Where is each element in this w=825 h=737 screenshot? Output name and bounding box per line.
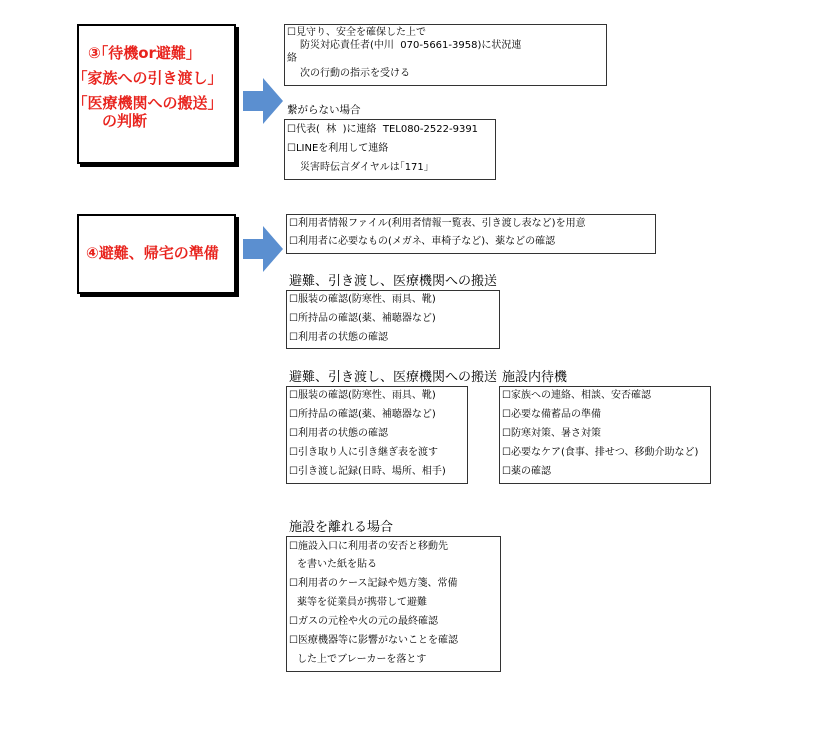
section4-box1-line1: ☐利用者情報ファイル(利用者情報一覧表、引き渡し表など)を用意 xyxy=(289,218,586,229)
group1-item1: ☐服装の確認(防寒性、雨具、靴) xyxy=(289,294,436,305)
group3-item3: ☐防寒対策、暑さ対策 xyxy=(502,428,601,439)
section3-box1-line4: 次の行動の指示を受ける xyxy=(300,68,410,79)
section3-box2-line2: ☐LINEを利用して連絡 xyxy=(287,143,389,154)
section3-title-line4: の判断 xyxy=(102,112,148,130)
group4-item2: を書いた紙を貼る xyxy=(297,559,377,570)
group3-heading: 施設内待機 xyxy=(502,370,568,385)
group2-item1: ☐服装の確認(防寒性、雨具、靴) xyxy=(289,390,436,401)
section3-box1-line2: 防災対応責任者(中川 070-5661-3958)に状況連 xyxy=(300,40,522,51)
group3-item1: ☐家族への連絡、相談、安否確認 xyxy=(502,390,651,401)
group2-item5: ☐引き渡し記録(日時、場所、相手) xyxy=(289,466,446,477)
group4-heading: 施設を離れる場合 xyxy=(289,520,394,535)
group3-item2: ☐必要な備蓄品の準備 xyxy=(502,409,601,420)
group4-item5: ☐ガスの元栓や火の元の最終確認 xyxy=(289,616,438,627)
section4-box1-line2: ☐利用者に必要なもの(メガネ、車椅子など)、薬などの確認 xyxy=(289,236,556,247)
section3-box1-line3: 絡 xyxy=(287,53,297,64)
group2-item3: ☐利用者の状態の確認 xyxy=(289,428,388,439)
group4-item4: 薬等を従業員が携帯して避難 xyxy=(297,597,427,608)
group2-item2: ☐所持品の確認(薬、補聴器など) xyxy=(289,409,436,420)
section3-box2-line3: 災害時伝言ダイヤルは｢171｣ xyxy=(300,162,429,173)
group4-item7: した上でブレーカーを落とす xyxy=(297,654,427,665)
group2-item4: ☐引き取り人に引き継ぎ表を渡す xyxy=(289,447,438,458)
group1-item2: ☐所持品の確認(薬、補聴器など) xyxy=(289,313,436,324)
section3-arrow-icon xyxy=(243,78,285,124)
group4-item3: ☐利用者のケース記録や処方箋、常備 xyxy=(289,578,458,589)
section3-box2-line1: ☐代表( 林 )に連絡 TEL080-2522-9391 xyxy=(287,124,479,135)
group1-item3: ☐利用者の状態の確認 xyxy=(289,332,388,343)
group2-heading: 避難、引き渡し、医療機関への搬送 xyxy=(289,370,498,385)
section4-arrow-icon xyxy=(243,226,285,272)
section3-title-line3: ｢医療機関への搬送｣ xyxy=(80,94,216,112)
section4-title: ④避難、帰宅の準備 xyxy=(86,244,219,262)
section3-title-line2: ｢家族への引き渡し｣ xyxy=(80,69,216,87)
section3-title-line1: ③｢待機or避難｣ xyxy=(88,44,194,62)
section3-box1-line1: ☐見守り、安全を確保した上で xyxy=(287,27,426,38)
group4-item6: ☐医療機器等に影響がないことを確認 xyxy=(289,635,458,646)
section3-no-connect-label: 繋がらない場合 xyxy=(287,104,361,116)
group4-item1: ☐施設入口に利用者の安否と移動先 xyxy=(289,541,448,552)
group3-item4: ☐必要なケア(食事、排せつ、移動介助など) xyxy=(502,447,699,458)
group3-item5: ☐薬の確認 xyxy=(502,466,551,477)
group1-heading: 避難、引き渡し、医療機関への搬送 xyxy=(289,274,498,289)
